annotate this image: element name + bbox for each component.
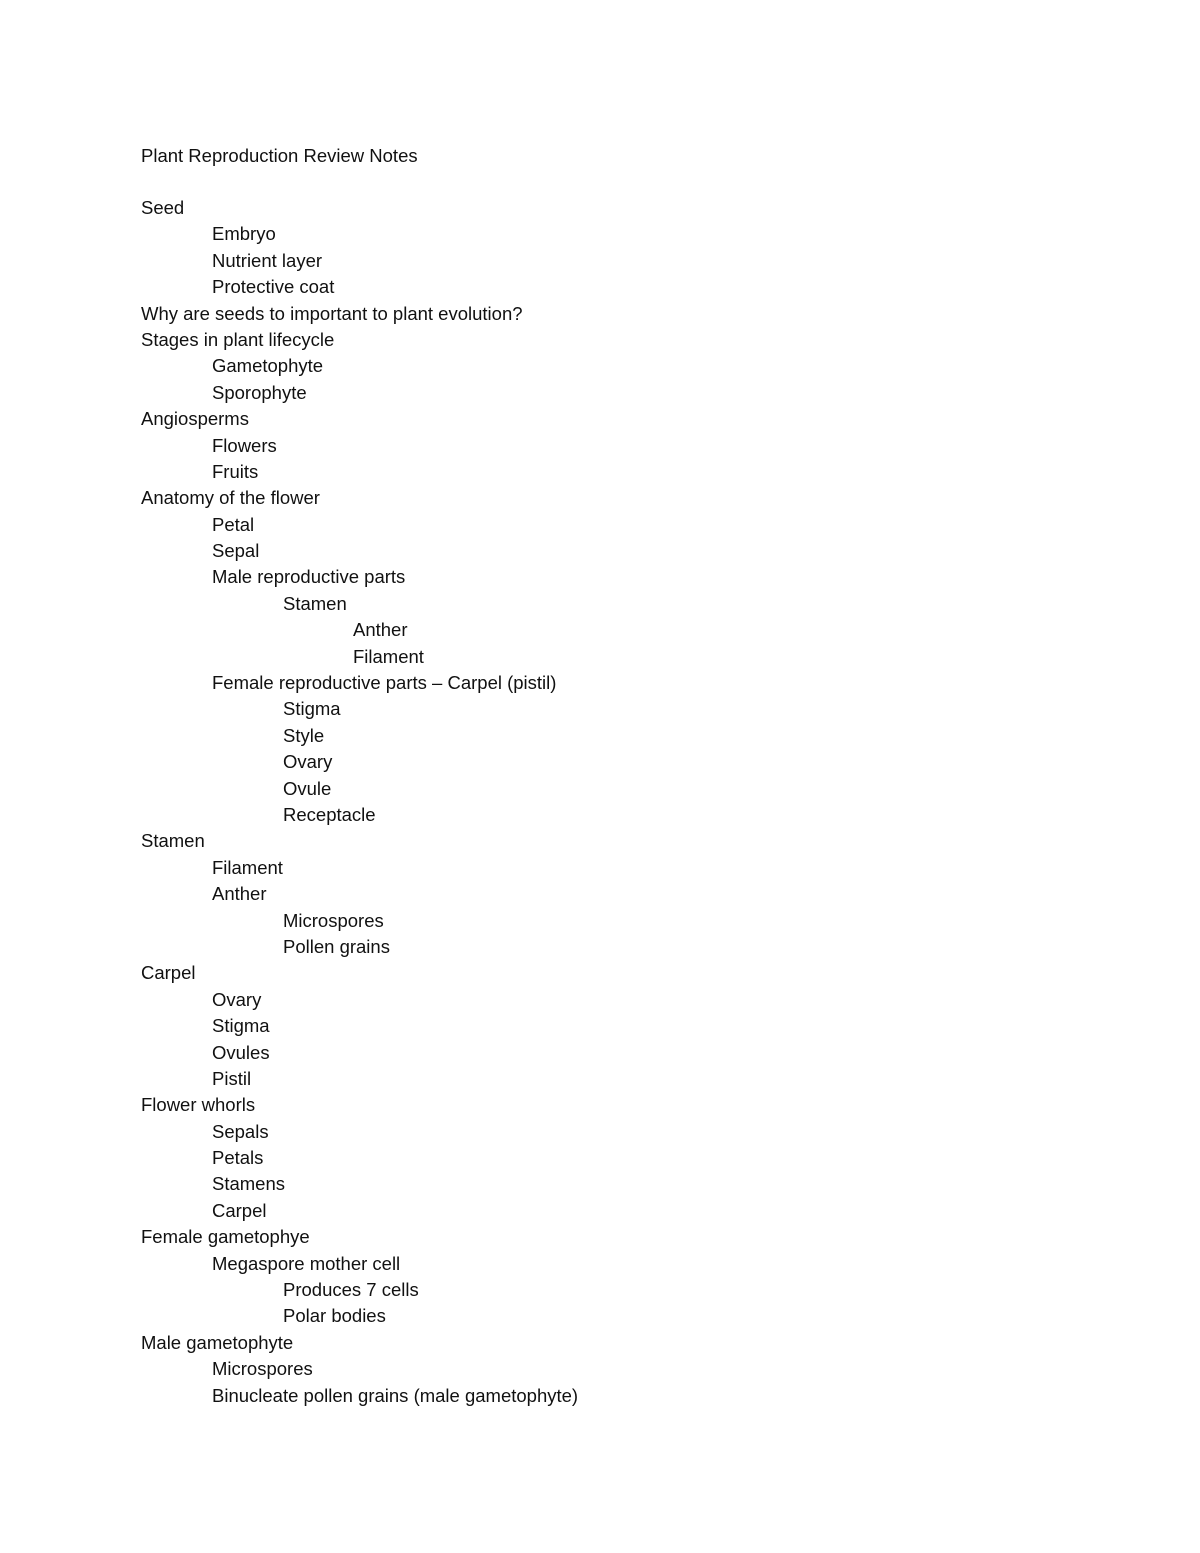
outline-line-level-2: Produces 7 cells <box>283 1279 419 1301</box>
outline-line-level-2: Receptacle <box>283 803 376 825</box>
outline-line-level-0: Seed <box>141 197 185 218</box>
outline-line-level-3: Anther <box>353 619 408 641</box>
outline-line-level-1: Ovary <box>212 988 262 1010</box>
outline-line-level-1: Petal <box>212 513 255 535</box>
outline-line-level-1: Nutrient layer <box>212 249 323 271</box>
outline-line-level-1: Megaspore mother cell <box>212 1252 401 1274</box>
outline-line-level-1: Protective coat <box>212 276 335 298</box>
outline-line-level-1: Filament <box>212 856 283 878</box>
outline-line-level-2: Ovule <box>283 777 332 799</box>
outline-line-level-1: Carpel <box>212 1199 267 1221</box>
outline-line-level-1: Ovules <box>212 1041 270 1063</box>
outline-line-level-0: Flower whorls <box>141 1094 256 1116</box>
outline-line-level-3: Filament <box>353 645 424 667</box>
outline-line-level-2: Stamen <box>283 592 347 614</box>
outline-line-level-2: Pollen grains <box>283 935 390 957</box>
outline-line-level-1: Gametophyte <box>212 355 324 377</box>
outline-line-level-2: Microspores <box>283 909 384 931</box>
outline-line-level-1: Petals <box>212 1147 264 1169</box>
outline-line-level-0: Stamen <box>141 830 205 852</box>
outline-line-level-0: Male gametophyte <box>141 1331 294 1353</box>
notes-outline <box>141 195 578 1409</box>
outline-line-level-1: Sepal <box>212 540 260 562</box>
outline-line-level-2: Ovary <box>283 751 333 773</box>
outline-line-level-1: Sporophyte <box>212 381 307 403</box>
outline-line-level-1: Microspores <box>212 1358 313 1380</box>
outline-line-level-2: Polar bodies <box>283 1305 386 1327</box>
outline-line-level-1: Stigma <box>212 1015 270 1037</box>
outline-line-level-0: Why are seeds to important to plant evolution? <box>141 302 523 324</box>
outline-line-level-0: Stages in plant lifecycle <box>141 328 335 350</box>
document-title: Plant Reproduction Review Notes <box>141 145 418 166</box>
outline-line-level-0: Carpel <box>141 962 196 984</box>
outline-line-level-1: Flowers <box>212 434 277 456</box>
outline-line-level-2: Stigma <box>283 698 341 720</box>
outline-line-level-1: Male reproductive parts <box>212 566 406 588</box>
outline-line-level-0: Female gametophye <box>141 1226 310 1248</box>
outline-line-level-1: Embryo <box>212 223 276 245</box>
outline-line-level-1: Stamens <box>212 1173 286 1195</box>
outline-line-level-1: Female reproductive parts – Carpel (pistil) <box>212 672 557 694</box>
outline-line-level-1: Fruits <box>212 460 259 482</box>
outline-line-level-0: Angiosperms <box>141 408 249 430</box>
outline-line-level-1: Sepals <box>212 1120 269 1142</box>
outline-line-level-1: Binucleate pollen grains (male gametophyte) <box>212 1384 579 1406</box>
outline-line-level-0: Anatomy of the flower <box>141 487 320 509</box>
outline-line-level-2: Style <box>283 724 325 746</box>
outline-line-level-1: Anther <box>212 883 267 905</box>
outline-line-level-1: Pistil <box>212 1067 252 1089</box>
